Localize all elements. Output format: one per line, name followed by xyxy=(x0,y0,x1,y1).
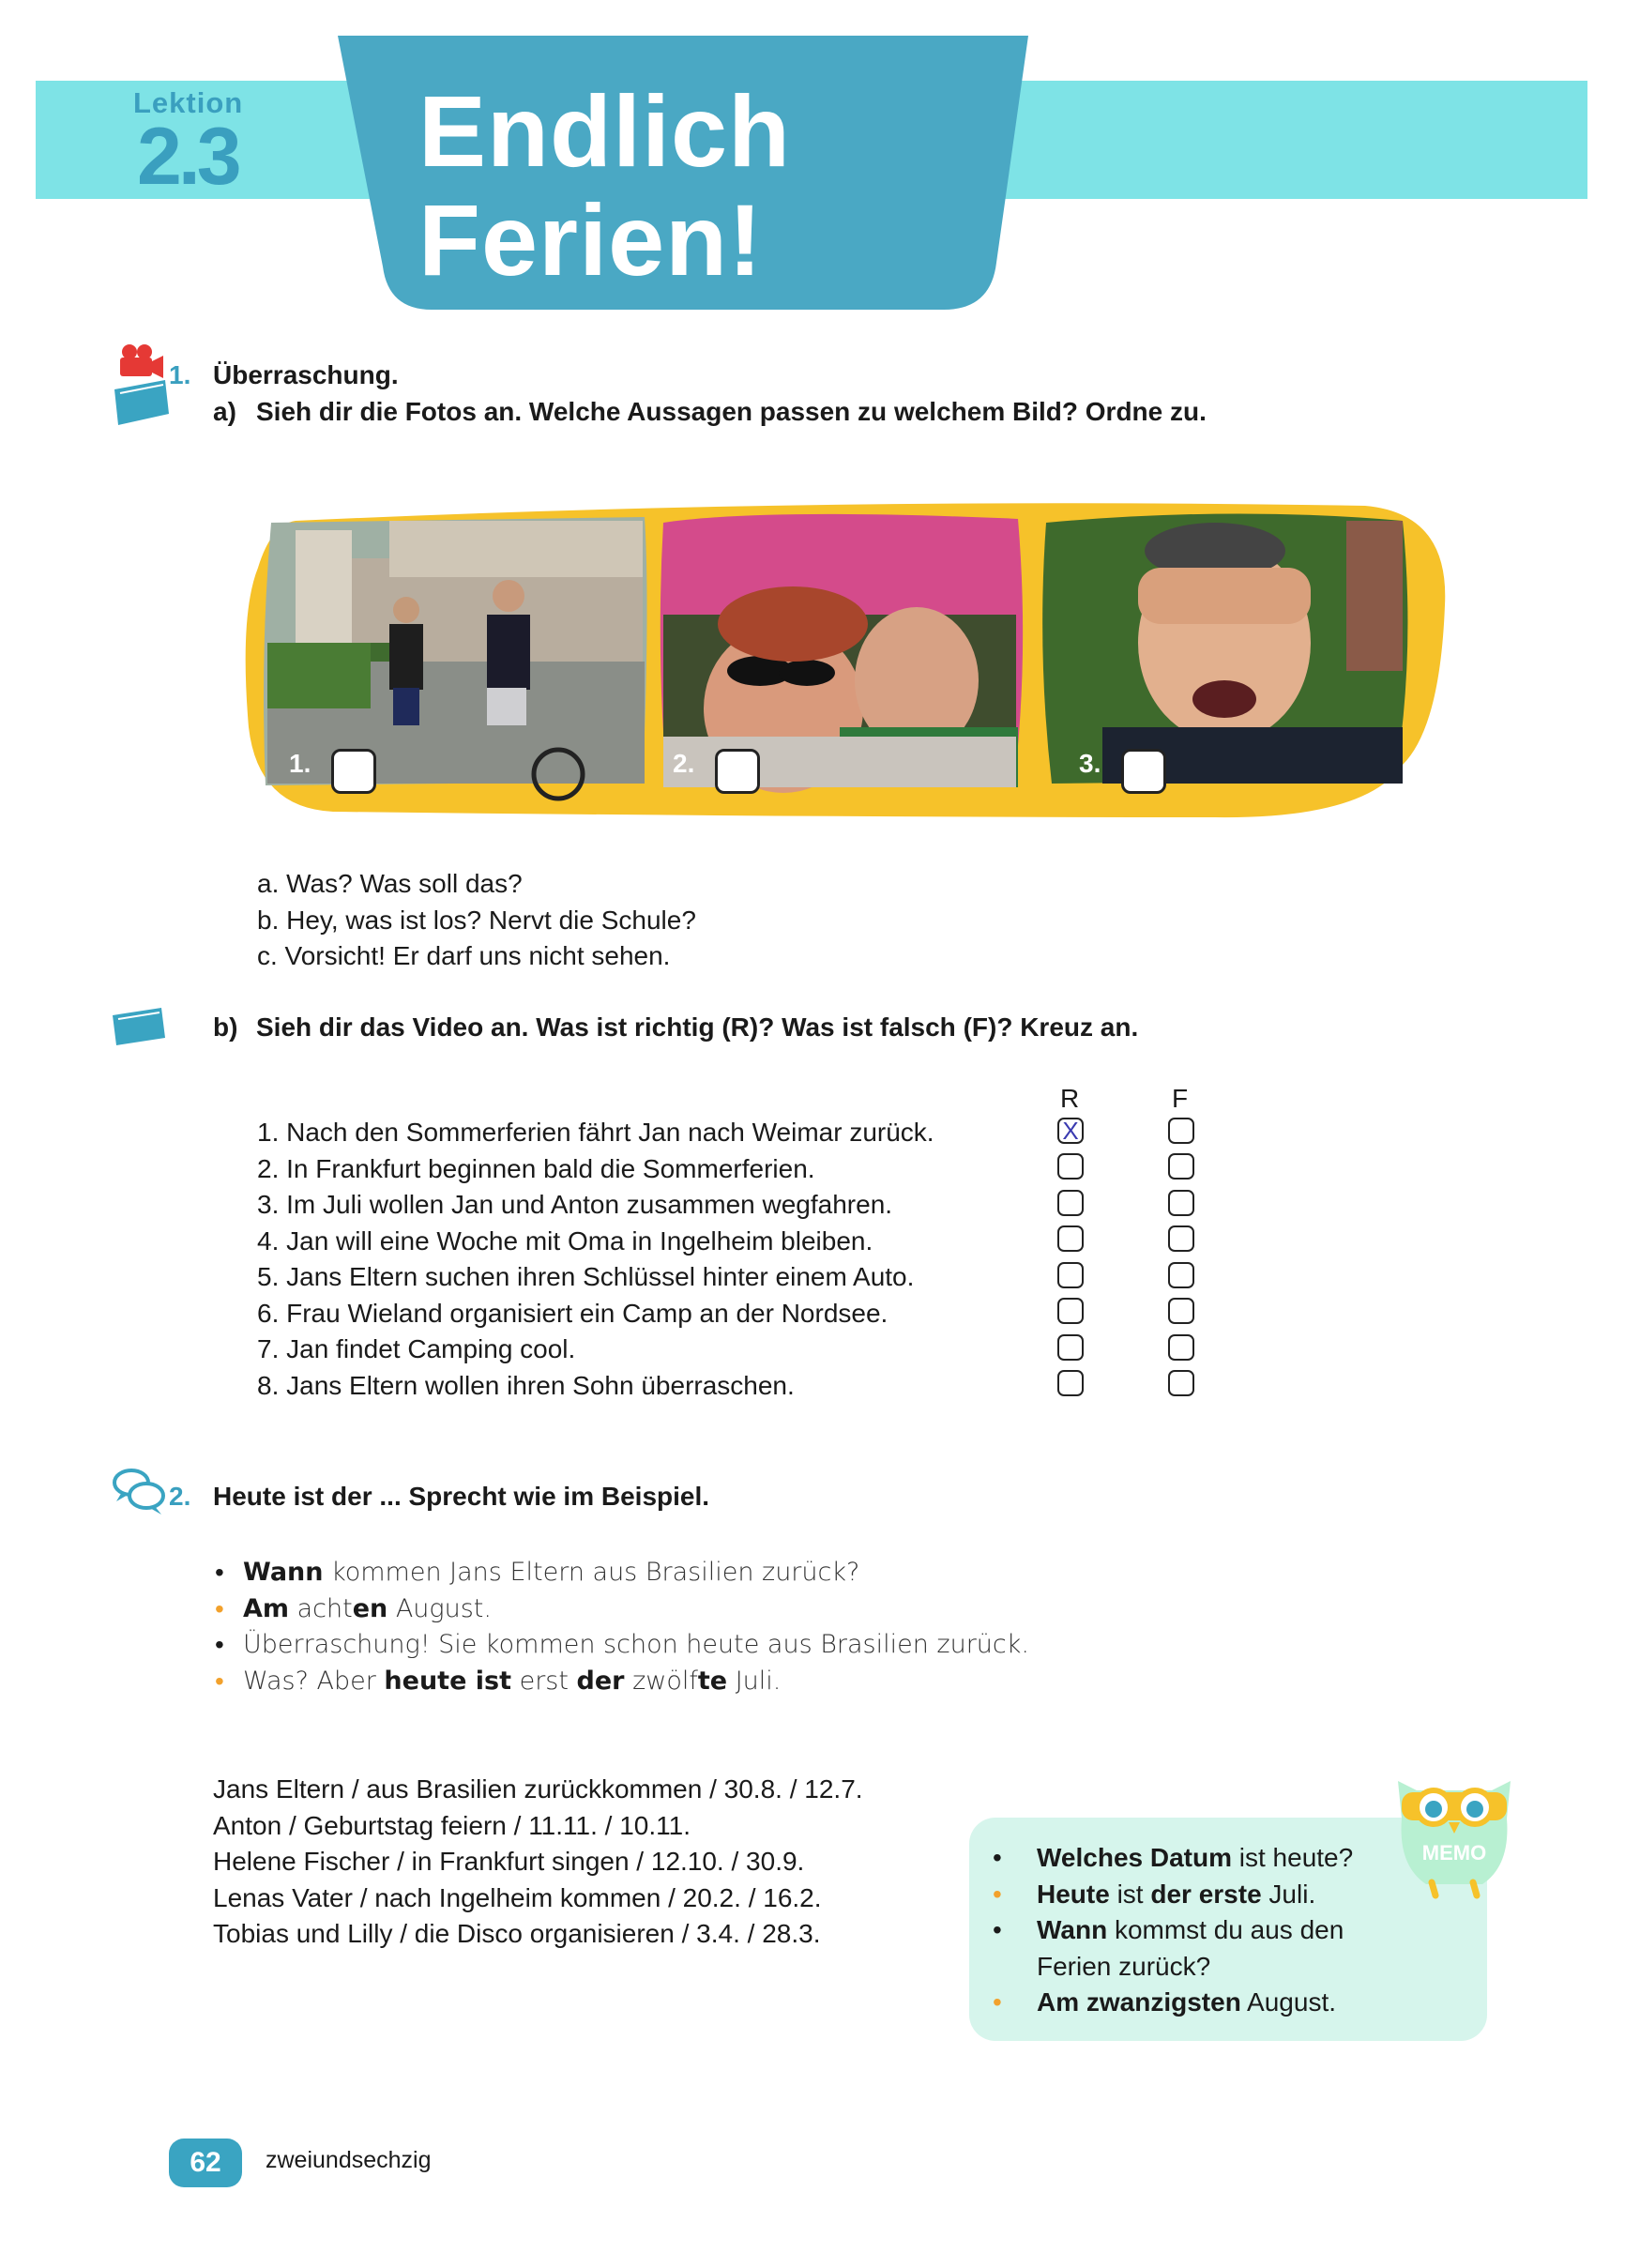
r-box-4[interactable] xyxy=(1057,1225,1084,1252)
dialog-line-1: • Wann kommen Jans Eltern aus Brasilien zurück? xyxy=(243,1555,1029,1591)
column-r-header: R xyxy=(1060,1084,1080,1113)
exercise-2-title: Heute ist der ... Sprecht wie im Beispiel. xyxy=(213,1482,710,1511)
bullet-black: • xyxy=(215,1630,224,1659)
r-box-6[interactable] xyxy=(1057,1298,1084,1324)
r-box-3[interactable] xyxy=(1057,1190,1084,1216)
r-box-2[interactable] xyxy=(1057,1153,1084,1180)
r-box-8[interactable] xyxy=(1057,1370,1084,1396)
f-box-4[interactable] xyxy=(1168,1225,1194,1252)
task-item-1: Jans Eltern / aus Brasilien zurückkommen / 30.8. / 12.7. xyxy=(213,1774,863,1804)
part-a-instruction: Sieh dir die Fotos an. Welche Aussagen passen zu welchem Bild? Ordne zu. xyxy=(256,397,1207,426)
bullet-orange: • xyxy=(993,1987,1002,2017)
lesson-number: 2.3 xyxy=(137,112,238,202)
tf-statement-8: 8. Jans Eltern wollen ihren Sohn überraschen. xyxy=(257,1370,795,1400)
task-item-3: Helene Fischer / in Frankfurt singen / 12.10. / 30.9. xyxy=(213,1847,805,1876)
photo-strip xyxy=(239,502,1450,821)
tf-statement-3: 3. Im Juli wollen Jan und Anton zusammen wegfahren. xyxy=(257,1190,893,1219)
bullet-black: • xyxy=(215,1558,224,1587)
bullet-orange: • xyxy=(993,1879,1002,1909)
memo-line-1: • Welches Datum ist heute? xyxy=(1037,1840,1353,1877)
part-b-instruction: Sieh dir das Video an. Was ist richtig (R)? Was ist falsch (F)? Kreuz an. xyxy=(256,1012,1139,1042)
exercise-1-number: 1. xyxy=(169,360,191,389)
bullet-orange: • xyxy=(215,1593,224,1623)
title-line-2: Ferien! xyxy=(418,183,764,297)
photo-3 xyxy=(1042,513,1407,784)
exercise-2-number: 2. xyxy=(169,1482,191,1511)
speech-bubbles-icon xyxy=(111,1466,167,1518)
statement-a: a. Was? Was soll das? xyxy=(257,869,523,898)
page-number: 62 xyxy=(169,2139,242,2187)
page-title xyxy=(418,74,792,297)
f-box-3[interactable] xyxy=(1168,1190,1194,1216)
memo-line-5: • Am zwanzigsten August. xyxy=(1037,1985,1353,2021)
dialog-line-4: • Was? Aber heute ist erst der zwölfte Juli. xyxy=(243,1664,1029,1700)
statement-b: b. Hey, was ist los? Nervt die Schule? xyxy=(257,905,696,935)
video-book-icon xyxy=(111,342,173,429)
memo-label: MEMO xyxy=(1421,1841,1487,1865)
r-box-7[interactable] xyxy=(1057,1334,1084,1361)
memo-line-2: • Heute ist der erste Juli. xyxy=(1037,1877,1353,1913)
f-box-5[interactable] xyxy=(1168,1262,1194,1288)
tf-statement-1: 1. Nach den Sommerferien fährt Jan nach Weimar zurück. xyxy=(257,1118,934,1147)
bullet-black: • xyxy=(993,1915,1002,1944)
dialog-line-2: • Am achten August. xyxy=(243,1591,1029,1628)
book-icon xyxy=(111,1006,167,1047)
f-box-1[interactable] xyxy=(1168,1118,1194,1144)
memo-line-3: • Wann kommst du aus den xyxy=(1037,1912,1353,1949)
task-list xyxy=(213,1772,863,1953)
part-b-label: b) xyxy=(213,1012,238,1042)
r-box-1[interactable]: X xyxy=(1057,1118,1084,1144)
photo-2-answer-box[interactable] xyxy=(715,749,760,794)
tf-statement-5: 5. Jans Eltern suchen ihren Schlüssel hinter einem Auto. xyxy=(257,1262,915,1291)
f-box-7[interactable] xyxy=(1168,1334,1194,1361)
statement-c: c. Vorsicht! Er darf uns nicht sehen. xyxy=(257,941,671,970)
tf-statement-7: 7. Jan findet Camping cool. xyxy=(257,1334,576,1363)
photo-2 xyxy=(661,514,1023,793)
page-number-word: zweiundsechzig xyxy=(266,2147,432,2173)
photo-3-answer-box[interactable] xyxy=(1121,749,1166,794)
true-false-list xyxy=(257,1115,934,1404)
task-item-2: Anton / Geburtstag feiern / 11.11. / 10.11. xyxy=(213,1810,691,1840)
part-a-label: a) xyxy=(213,397,236,426)
r-box-5[interactable] xyxy=(1057,1262,1084,1288)
photo-1-number: 1. xyxy=(289,749,311,778)
dialog-line-3: • Überraschung! Sie kommen schon heute aus Brasilien zurück. xyxy=(243,1627,1029,1664)
photo-2-number: 2. xyxy=(673,749,695,778)
tf-statement-4: 4. Jan will eine Woche mit Oma in Ingelheim bleiben. xyxy=(257,1225,873,1256)
photo-3-number: 3. xyxy=(1079,749,1101,778)
exercise-1-title: Überraschung. xyxy=(213,360,399,389)
task-item-4: Lenas Vater / nach Ingelheim kommen / 20.2. / 16.2. xyxy=(213,1882,822,1912)
tf-statement-2: 2. In Frankfurt beginnen bald die Sommerferien. xyxy=(257,1153,815,1183)
f-box-6[interactable] xyxy=(1168,1298,1194,1324)
owl-memo-icon xyxy=(1379,1762,1529,1912)
f-box-8[interactable] xyxy=(1168,1370,1194,1396)
example-dialog xyxy=(215,1555,1029,1699)
photo-1-answer-box[interactable] xyxy=(331,749,376,794)
bullet-orange: • xyxy=(215,1666,224,1696)
task-item-5: Tobias und Lilly / die Disco organisieren / 3.4. / 28.3. xyxy=(213,1919,821,1948)
tf-statement-6: 6. Frau Wieland organisiert ein Camp an der Nordsee. xyxy=(257,1298,888,1328)
bullet-black: • xyxy=(993,1843,1002,1872)
memo-list xyxy=(993,1840,1354,2021)
photo-1 xyxy=(264,517,647,799)
f-box-2[interactable] xyxy=(1168,1153,1194,1180)
column-f-header: F xyxy=(1172,1084,1189,1113)
lesson-label: Lektion xyxy=(133,86,244,119)
memo-line-4: Ferien zurück? xyxy=(1037,1951,1211,1981)
statement-list xyxy=(257,866,696,975)
title-line-1: Endlich xyxy=(418,74,792,188)
